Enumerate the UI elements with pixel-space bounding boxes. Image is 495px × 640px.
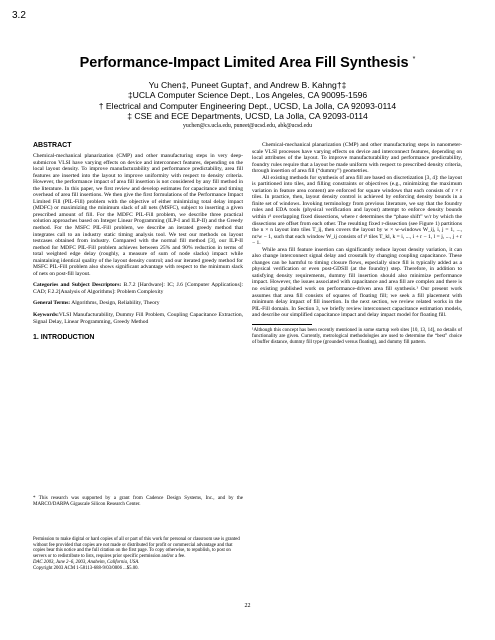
title-text: Performance-Impact Limited Area Fill Synthesis: [79, 55, 409, 71]
affiliation-2: † Electrical and Computer Engineering Dept., UCSD, La Jolla, CA 92093-0114: [98, 100, 397, 111]
title-footnote-mark: *: [412, 56, 416, 64]
permission-block: [33, 537, 243, 571]
right-column: [252, 142, 462, 345]
general-terms-text: Algorithms, Design, Reliability, Theory: [71, 300, 160, 307]
author-emails: yuchen@cs.ucla.edu, puneet@ucsd.edu, abk@ucsd.edu: [182, 122, 312, 129]
affiliation-1: ‡UCLA Computer Science Dept., Los Angeles, CA 90095-1596: [127, 90, 368, 101]
author-names: Yu Chen‡, Puneet Gupta†, and Andrew B. Kahng†‡: [148, 80, 347, 90]
conference-info: DAC 2003, June 2–6, 2003, Anaheim, California, USA.: [33, 559, 140, 565]
categories-text: B.7.2 [Hardware]: IC; J.6 [Computer Applications]: CAD; F.2.2[Analysis of Algorithms]: Problem Complexity: [33, 282, 243, 295]
intro-paragraph-3: While area fill feature insertion can significantly reduce layout density variation, it can also change interconnect signal delay and crosstalk by changing coupling capacitance. These changes can be harmful to timing closure flows, especially since fill is typically added as a physical verification or even post-GDSII (at the foundry) step. Therefore, in addition to satisfying density requirements, dummy fill insertion should also minimize performance impact. However, the issues associated with capacitance and area fill are complex and there is no existing published work on performance-driven area fill synthesis.¹ Our present work assumes that area fill consists of squares of floating fill; we seek a fill placement with minimum delay impact of fill insertion. In the next section, we review related works in the PIL-Fill domain. In Section 3, we briefly review interconnect capacitance estimation models, and describe our simplified capacitance impact and delay impact model for floating fill.: [252, 246, 462, 319]
affiliation-3: ‡ CSE and ECE Departments, UCSD, La Jolla, CA 92093-0114: [127, 111, 368, 122]
categories-label: Categories and Subject Descriptors:: [33, 282, 122, 289]
introduction-heading: 1. INTRODUCTION: [33, 334, 95, 342]
author-block: [0, 80, 495, 130]
keywords-label: Keywords:: [33, 312, 59, 319]
left-column: [33, 142, 243, 345]
copyright-line: Copyright 2003 ACM 1-58113-688-9/03/0006 ...$5.00.: [33, 565, 139, 571]
footnote-right: ¹Although this concept has been recently mentioned in some startup web sites [10, 13, 14], no details of functionality are given. Currently, metrological methodologies are used to determine the “best” choice of buffer distance, dummy fill type (grounded versus floating), and dummy fill pattern.: [252, 327, 462, 345]
keywords-text: VLSI Manufacturability, Dummy Fill Problem, Coupling Capacitance Extraction, Signal Delay, Linear Programming, Greedy Method: [33, 312, 243, 325]
intro-paragraph-2: All existing methods for synthesis of area fill are based on discretization [3, 4]: the layout is partitioned into tiles, and filling constraints or objectives (e.g., minimizing the maximum variation in feature area content) are enforced for square windows that each consists of r × r tiles. In practice, then, layout density control is achieved by enforcing density bounds in a finite set of windows. Invoking terminology from previous literature, we say that the foundry rules and EDA tools (physical verification and layout) attempt to enforce density bounds within r² overlapping fixed dissections, where r determines the “phase shift” w/r by which the dissections are offset from each other. The resulting fixed r-dissection (see Figure 1) partitions the n × n layout into tiles T_ij, then covers the layout by w × w-windows W_ij, i, j = 1, ..., nr/w − 1, such that each window W_ij consists of r² tiles T_kl, k = i, ..., i + r − 1, l = j, ..., j + r − 1.: [252, 174, 462, 247]
abstract-heading: ABSTRACT: [33, 142, 72, 149]
keywords: [33, 312, 243, 325]
general-terms-label: General Terms:: [33, 300, 71, 307]
session-number: 3.2: [12, 10, 26, 21]
funding-footnote: [33, 496, 243, 508]
footnote-rule: [252, 324, 312, 325]
funding-footnote-text: * This research was supported by a grant from Cadence Design Systems, Inc., and by the MARCO/DARPA Gigascale Silicon Research Center.: [33, 496, 243, 507]
page-number: 22: [244, 603, 251, 609]
permission-text: Permission to make digital or hard copies of all or part of this work for personal or classroom use is granted without fee provided that copies are not made or distributed for profit or commercial advantage and that copies bear this notice and the full citation on the first page. To copy otherwise, to republish, to post on servers or to redistribute to lists, requires prior specific permission and/or a fee.: [33, 537, 240, 560]
paper-title: [0, 55, 495, 71]
intro-paragraph-1: Chemical-mechanical planarization (CMP) and other manufacturing steps in nanometer-scale VLSI processes have varying effects on device and interconnect features, depending on local attributes of the layout. To improve manufacturability and performance predictability, foundry rules require that a layout be made uniform with respect to prescribed density criteria, through insertion of area fill (“dummy”) geometries.: [252, 142, 462, 175]
abstract-text: Chemical-mechanical planarization (CMP) and other manufacturing steps in very deep-submicron VLSI have varying effects on device and interconnect features, depending on the local layout density. To improve manufacturability and performance predictability, area fill features are inserted into the layout to improve uniformity with respect to density criteria. However, the performance impact of area fill insertion is not considered by any fill method in the literature. In this paper, we first review and develop estimates for capacitance and timing overhead of area fill insertions. We then give the first formulations of the Performance Impact Limited Fill (PIL-Fill) problem with the objective of either minimizing total delay impact (MDFC) or maximizing the minimum slack of all nets (MSFC), subject to inserting a given prescribed amount of fill. For the MDFC PIL-Fill problem, we describe three practical solution approaches based on Integer Linear Programming (ILP-I and ILP-II) and the Greedy method. For the MSFC PIL-Fill problem, we describe an iterated greedy method that integrates call to an industry static timing analysis tool. We test our methods on layout testcases obtained from industry. Compared with the normal fill method [3], our ILP-II method for MDFC PIL-Fill problem achieves between 25% and 90% reduction in terms of total weighted edge delay (roughly, a measure of sum of node slacks) impact while maintaining identical quality of the layout density control; and our iterated greedy method for MSFC PIL-Fill problem also shows significant advantage with respect to the minimum slack of nets on post-fill layout.: [33, 153, 243, 277]
categories: [33, 282, 243, 295]
